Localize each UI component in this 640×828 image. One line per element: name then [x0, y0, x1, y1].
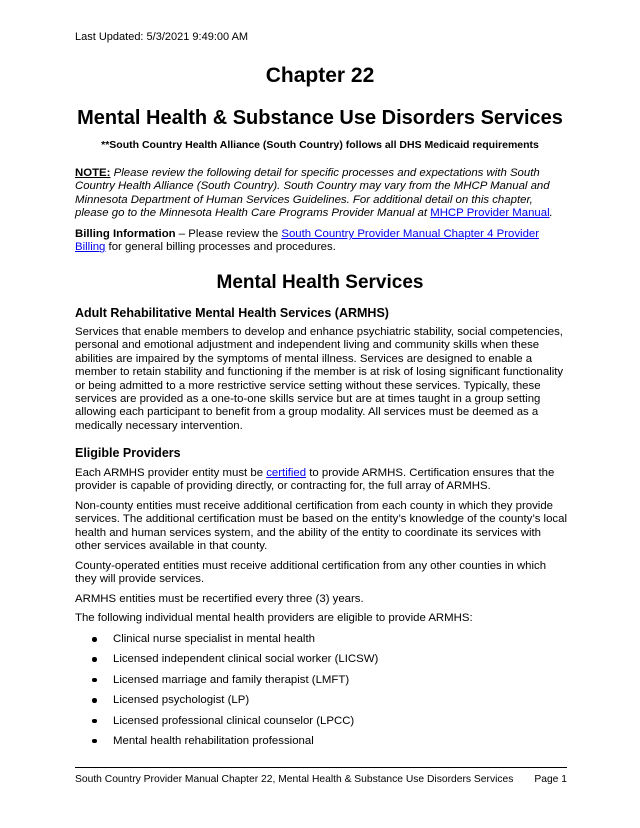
provider-list — [75, 629, 567, 751]
page-number: Page 1 — [534, 774, 567, 785]
bullet-icon — [92, 739, 97, 744]
list-item — [75, 711, 567, 731]
providers-intro: The following individual mental health providers are eligible to provide ARMHS: — [75, 612, 473, 624]
billing-end: for general billing processes and procedures. — [105, 241, 336, 254]
list-item — [75, 690, 567, 710]
mhcp-manual-link[interactable]: MHCP Provider Manual — [430, 207, 550, 220]
list-item — [75, 649, 567, 669]
billing-chapter-link[interactable]: South Country Provider Manual Chapter 4 Provider Billing — [75, 228, 540, 254]
page-title: Mental Health & Substance Use Disorders Services — [77, 107, 563, 129]
bullet-icon — [92, 698, 97, 703]
bullet-icon — [92, 637, 97, 642]
county-operated-paragraph: County-operated entities must receive additional certification from any other counties in which they will provide services. — [75, 560, 547, 586]
p1-start: Each ARMHS provider entity must be — [75, 467, 267, 479]
provider-label: Mental health rehabilitation professional — [113, 734, 314, 747]
bullet-icon — [92, 657, 97, 662]
armhs-heading: Adult Rehabilitative Mental Health Services (ARMHS) — [75, 306, 389, 320]
note-paragraph — [75, 167, 567, 221]
provider-label: Clinical nurse specialist in mental health — [113, 633, 315, 645]
last-updated: Last Updated: 5/3/2021 9:49:00 AM — [75, 31, 249, 43]
note-text: Please review the following detail for specific processes and expectations with South Country Health Alliance (South Country). South Country may vary from the MHCP Manual and Minnesota Department of Human Services Guidelines. For additional detail on this chapter, please go to the Minnesota Health Care Programs Provider Manual at — [75, 167, 550, 220]
billing-paragraph — [75, 228, 567, 255]
bullet-icon — [92, 719, 97, 724]
bullet-icon — [92, 678, 97, 683]
certification-paragraph — [75, 467, 567, 494]
p1-end: to provide ARMHS. Certification ensures that the provider is capable of providing directly, or contracting for, the full array of ARMHS. — [75, 467, 555, 493]
note-end: . — [549, 207, 553, 220]
certified-link[interactable]: certified — [266, 467, 307, 479]
provider-label: Licensed marriage and family therapist (LMFT) — [113, 673, 350, 686]
note-label: NOTE: — [75, 167, 111, 179]
footer-divider — [75, 767, 567, 768]
provider-label: Licensed psychologist (LP) — [113, 694, 250, 707]
eligible-providers-heading: Eligible Providers — [75, 446, 181, 460]
list-item — [75, 670, 567, 690]
provider-label: Licensed independent clinical social worker (LICSW) — [113, 653, 379, 666]
list-item — [75, 731, 567, 751]
billing-label: Billing Information — [75, 228, 176, 240]
provider-label: Licensed professional clinical counselor (LPCC) — [113, 714, 355, 727]
chapter-heading: Chapter 22 — [265, 64, 375, 87]
section-title: Mental Health Services — [216, 272, 424, 293]
recertification-paragraph: ARMHS entities must be recertified every three (3) years. — [75, 593, 364, 605]
armhs-paragraph: Services that enable members to develop and enhance psychiatric stability, social competencies, personal and emotional adjustment and independent living and community skills when these abilities are impaired by the symptoms of mental illness. Services are designed to enable a member to retain stability and functioning if the member is at risk of losing significant functionality or being admitted to a more restrictive service setting without these services. Typically, these services are provided as a one-to-one skills service but are at times taught in a group setting allowing each participant to benefit from a group modality. All services must be deemed as a medically necessary intervention. — [75, 326, 564, 432]
page-footer — [75, 774, 567, 785]
non-county-paragraph: Non-county entities must receive additional certification from each county in which they provide services. The additional certification must be based on the entity’s knowledge of the county’s local health and human services system, and the ability of the entity to coordinate its services with other services available in that county. — [75, 500, 567, 553]
billing-text: – Please review the — [175, 228, 282, 240]
footer-text: South Country Provider Manual Chapter 22, Mental Health & Substance Use Disorders Services — [75, 774, 514, 785]
subtitle: **South Country Health Alliance (South Country) follows all DHS Medicaid requirements — [101, 139, 539, 151]
list-item — [75, 629, 567, 649]
